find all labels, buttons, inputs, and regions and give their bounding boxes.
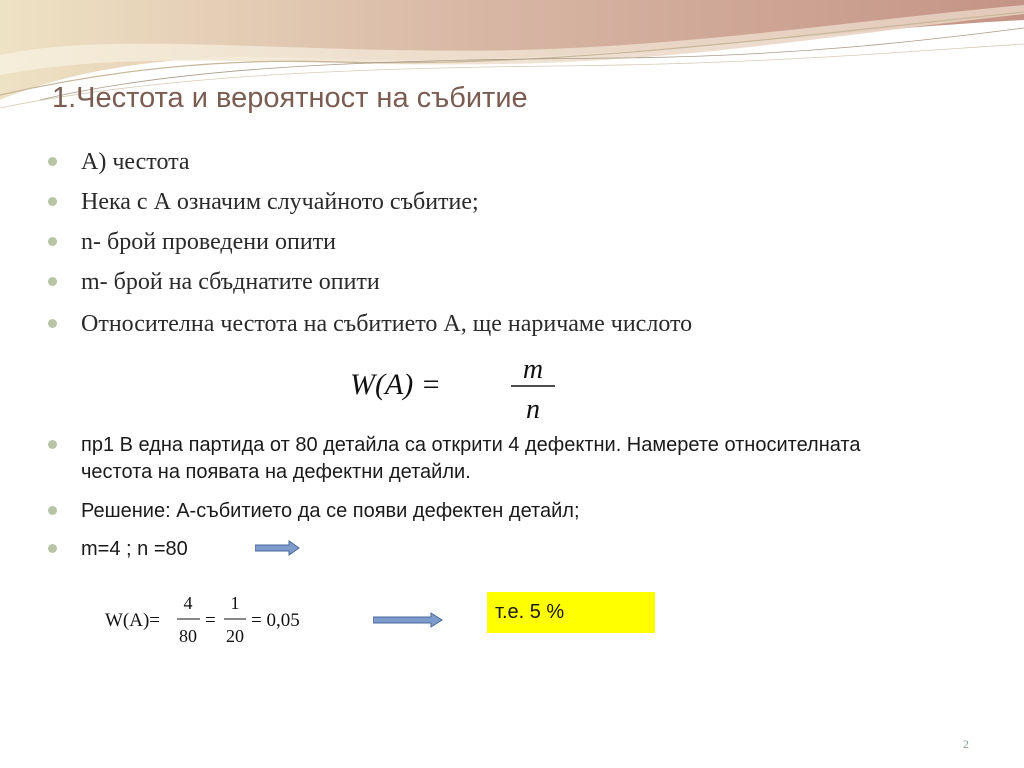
list-item [48,228,336,256]
list-item [48,188,479,216]
list-item [48,148,190,176]
formula-lhs: W(A) = [350,368,442,401]
equals-sign: = [205,610,216,631]
fraction-1-denominator: 80 [179,626,197,646]
bullet-text: A) честота [81,149,190,175]
slide-title: 1.Честота и вероятност на събитие [52,82,528,114]
bullet-text: m- брой на сбъднатите опити [81,269,380,295]
bullet-icon [48,440,57,449]
bullet-text: Решение: А-събитието да се появи дефектен детайл; [81,500,580,522]
bullet-icon [48,277,57,286]
bullet-text: пр1 В една партида от 80 детайла са открити 4 дефектни. Намерете относителната честота на появата на дефектни детайли. [81,434,861,483]
example-calculation-formula [103,592,318,650]
list-item [48,536,188,563]
list-item [48,432,928,486]
answer-highlight-box [487,592,655,633]
bullet-text: m=4 ; n =80 [81,538,188,560]
formula-result: = 0,05 [251,610,300,631]
fraction-1-numerator: 4 [183,593,193,613]
arrow-right-icon [255,540,300,556]
fraction-2-denominator: 20 [226,626,244,646]
bullet-icon [48,506,57,515]
formula-denominator: n [526,394,540,425]
bullet-icon [48,157,57,166]
example-lhs: W(A)= [105,610,161,631]
bullet-text: Нека с А означим случайното събитие; [81,189,479,215]
bullet-text: n- брой проведени опити [81,229,336,255]
list-item [48,310,692,338]
list-item [48,498,580,525]
list-item [48,268,380,296]
page-number: 2 [963,737,969,751]
bullet-icon [48,197,57,206]
bullet-icon [48,544,57,553]
arrow-right-icon [373,612,443,628]
bullet-text: Относителна честота на събитието А, ще наричаме числото [81,311,693,337]
answer-text: т.е. 5 % [495,601,565,623]
bullet-icon [48,319,57,328]
relative-frequency-formula [345,350,565,430]
fraction-2-numerator: 1 [230,593,240,613]
bullet-icon [48,237,57,246]
formula-numerator: m [522,354,544,385]
